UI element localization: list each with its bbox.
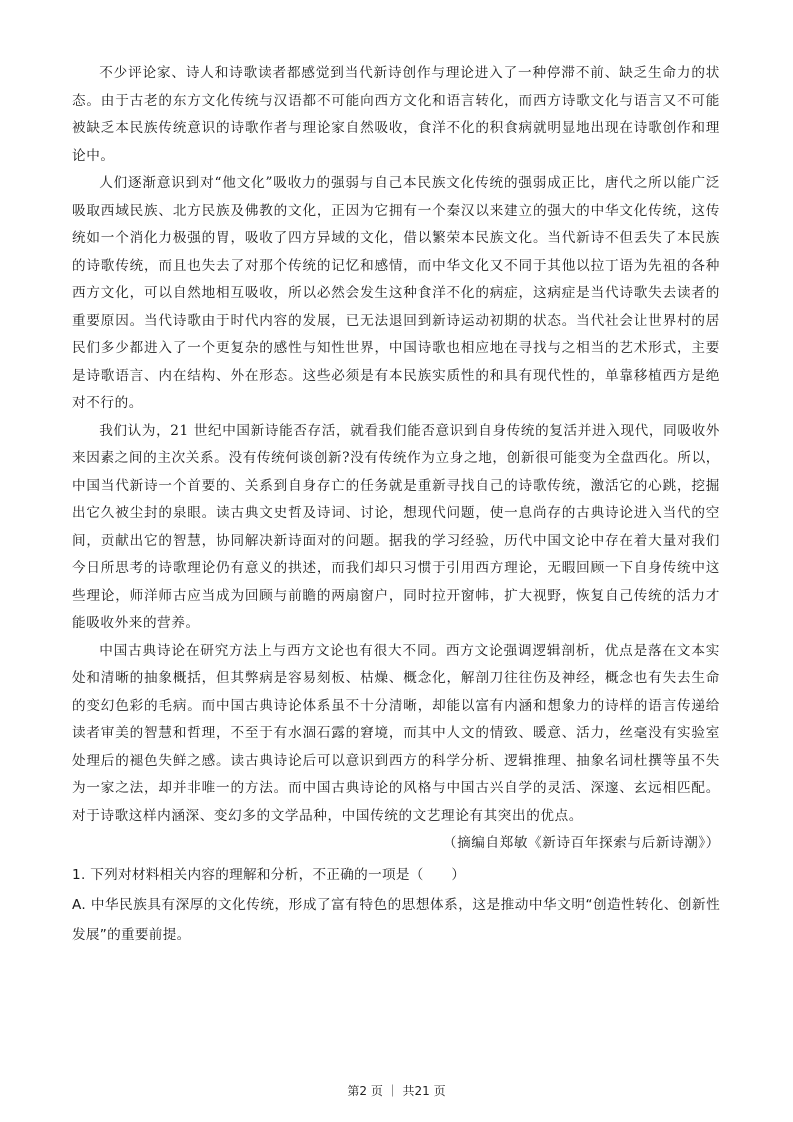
article-source: （摘编自郑敏《新诗百年探索与后新诗潮》）: [442, 835, 720, 851]
article-paragraph-1: 不少评论家、诗人和诗歌读者都感觉到当代新诗创作与理论进入了一种停滞不前、缺乏生命力的状态。由于古老的东方文化传统与汉语都不可能向西方文化和语言转化，而西方诗歌文化与语言又不可能被缺乏本民族传统意识的诗歌作者与理论家自然吸收，食洋不化的积食病就明显地出现在诗歌创作和理论中。: [72, 65, 720, 164]
article-paragraph-2: 人们逐渐意识到对“他文化”吸收力的强弱与自己本民族文化传统的强弱成正比，唐代之所以能广泛吸取西域民族、北方民族及佛教的文化，正因为它拥有一个秦汉以来建立的强大的中华文化传统，这传统如一个消化力极强的胃，吸收了四方异域的文化，借以繁荣本民族文化。当代新诗不但丢失了本民族的诗歌传统，而且也失去了对那个传统的记忆和感情，而中华文化又不同于其他以拉丁语为先祖的各种西方文化，可以自然地相互吸收，所以必然会发生这种食洋不化的病症，这病症是当代诗歌失去读者的重要原因。当代诗歌由于时代内容的发展，已无法退回到新诗运动初期的状态。当代社会让世界村的居民们多少都进入了一个更复杂的感性与知性世界，中国诗歌也相应地在寻找与之相当的艺术形式，主要是诗歌语言、内在结构、外在形态。这些必须是有本民族实质性的和具有现代性的，单靠移植西方是绝对不行的。: [72, 175, 720, 411]
document-body: [72, 60, 720, 950]
article-paragraph-4: 中国古典诗论在研究方法上与西方文论也有很大不同。西方文论强调逻辑剖析，优点是落在文本实处和清晰的抽象概括，但其弊病是容易刻板、枯燥、概念化，解剖刀往往伤及神经，概念也有失去生命的变幻色彩的毛病。而中国古典诗论体系虽不十分清晰，却能以富有内涵和想象力的诗样的语言传递给读者审美的智慧和哲理，不至于有水涸石露的窘境，而其中人文的情致、暖意、活力，丝毫没有实验室处理后的褪色失鲜之感。读古典诗论后可以意识到西方的科学分析、逻辑推理、抽象名词杜撰等虽不失为一家之法，却并非唯一的方法。而中国古典诗论的风格与中国古兴自学的灵活、深邃、玄远相匹配。对于诗歌这样内涵深、变幻多的文学品种，中国传统的文艺理论有其突出的优点。: [72, 642, 720, 824]
option-a: A. 中华民族具有深厚的文化传统，形成了富有特色的思想体系，这是推动中华文明“创造性转化、创新性发展”的重要前提。: [72, 896, 720, 943]
page-footer: 第2 页 ｜ 共21 页: [347, 1084, 446, 1098]
article-paragraph-3: 我们认为，21 世纪中国新诗能否存活，就看我们能否意识到自身传统的复活并进入现代，同吸收外来因素之间的主次关系。没有传统何谈创新?没有传统作为立身之地，创新很可能变为全盘西化。所以，中国当代新诗一个首要的、关系到自身存亡的任务就是重新寻找自己的诗歌传统，激活它的心跳，挖掘出它久被尘封的泉眼。读古典文史哲及诗词、讨论，想现代问题，使一息尚存的古典诗论进入当代的空间，贡献出它的智慧，协同解决新诗面对的问题。据我的学习经验，历代中国文论中存在着大量对我们今日所思考的诗歌理论仍有意义的拱述，而我们却只习惯于引用西方理论，无暇回顾一下自身传统中这些理论，师洋师古应当成为回顾与前瞻的两扇窗户，同时拉开窗帏，扩大视野，恢复自己传统的活力才能吸收外来的营养。: [72, 422, 720, 631]
question-stem: 1. 下列对材料相关内容的理解和分析，不正确的一项是（ ）: [72, 866, 466, 883]
